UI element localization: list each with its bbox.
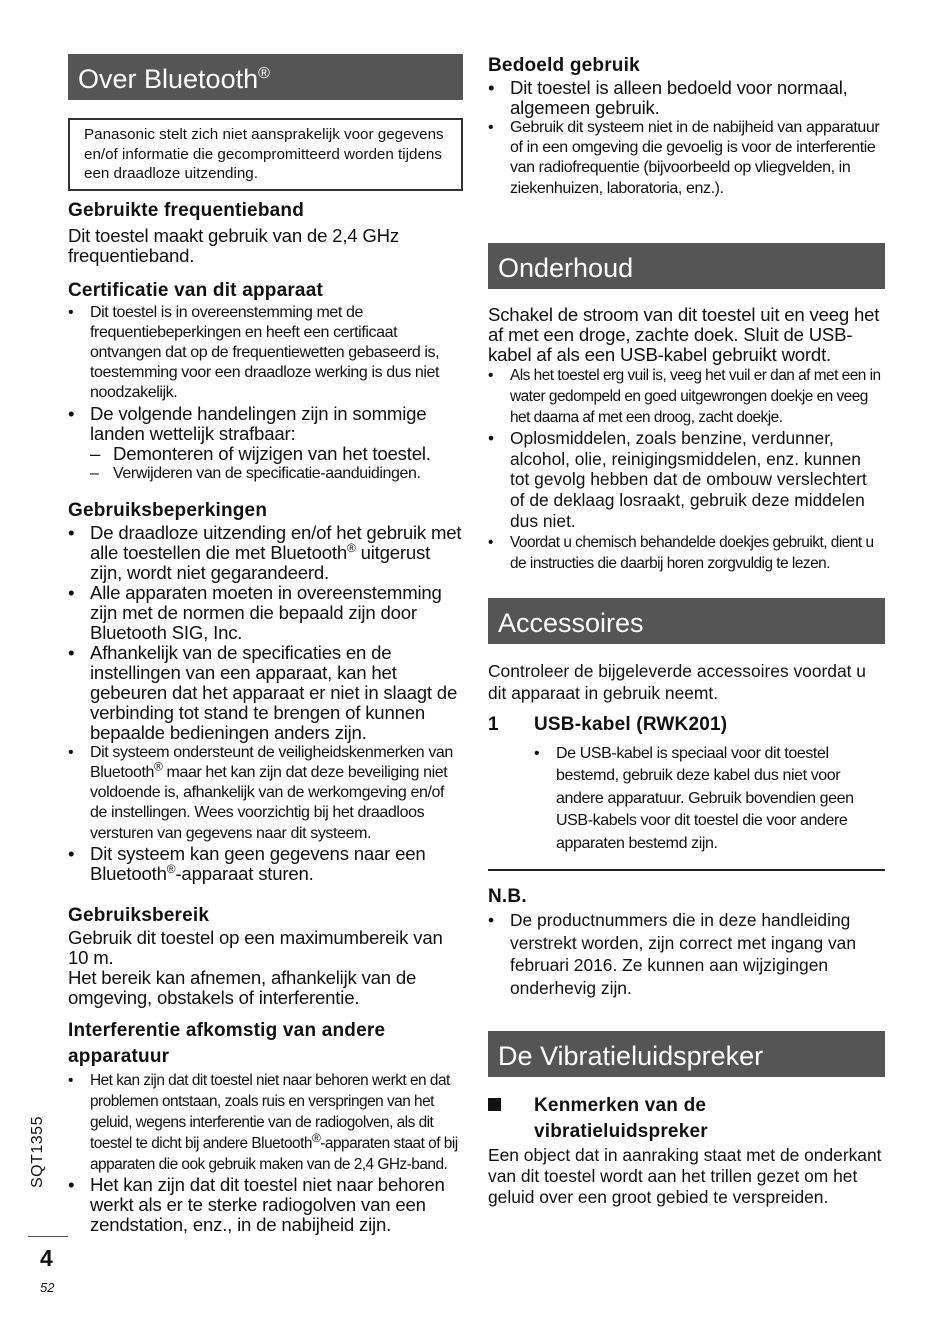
bullet-icon: • bbox=[68, 581, 75, 603]
list-item-text: uitgerust zijn, wordt niet gegarandeerd. bbox=[90, 541, 431, 583]
accessory-number: 1 bbox=[488, 713, 499, 735]
bullet-icon: • bbox=[68, 641, 75, 663]
list-item-text: Verwijderen van de specificatie-aanduidingen. bbox=[113, 464, 421, 482]
list-item-text: Voordat u chemisch behandelde doekjes gebruikt, dient u de instructies die daarbij horen zorgvuldig te lezen. bbox=[510, 533, 874, 572]
bullet-icon: • bbox=[488, 533, 493, 551]
left-column bbox=[68, 54, 463, 1235]
bullet-icon: • bbox=[68, 402, 75, 424]
accessories-text: Controleer de bijgeleverde accessoires voordat u dit apparaat in gebruik neemt. bbox=[488, 660, 866, 703]
divider bbox=[28, 1236, 68, 1237]
list-item-text: Oplosmiddelen, zoals benzine, verdunner, alcohol, olie, reinigingsmiddelen, enz. kunnen tot gevolg hebben dat de ombouw verslechtert of de deklaag losraakt, gebruik deze middelen dus niet. bbox=[510, 427, 867, 531]
list-item-text: Dit systeem kan geen gegevens naar een Bluetooth bbox=[90, 842, 426, 884]
list-item bbox=[488, 909, 885, 999]
bullet-icon: • bbox=[534, 744, 540, 762]
list-item-text: -apparaten staat of bij apparaten die ook gebruik maken van de 2,4 GHz-band. bbox=[90, 1134, 458, 1173]
bullet-icon: • bbox=[488, 366, 493, 384]
list-item-text: Dit toestel is alleen bedoeld voor normaal, algemeen gebruik. bbox=[510, 77, 848, 118]
list-item bbox=[68, 643, 463, 743]
list-item-text: -apparaat sturen. bbox=[175, 862, 314, 884]
heading-restrictions: Gebruiksbeperkingen bbox=[68, 499, 268, 521]
heading-intended-use: Bedoeld gebruik bbox=[488, 55, 640, 76]
divider bbox=[488, 869, 885, 871]
heading-frequency: Gebruikte frequentieband bbox=[68, 199, 305, 221]
registered-mark: ® bbox=[346, 540, 356, 555]
bullet-icon: • bbox=[488, 427, 495, 448]
list-item bbox=[68, 844, 463, 884]
banner-title: Over Bluetooth bbox=[78, 64, 259, 94]
heading-nb: N.B. bbox=[488, 886, 527, 908]
bullet-icon: • bbox=[488, 119, 494, 136]
list-item bbox=[488, 118, 885, 199]
list-item-text: De productnummers die in deze handleiding verstrekt worden, zijn correct met ingang van februari 2016. Ze kunnen aan wijzigingen onderhevig zijn. bbox=[510, 910, 857, 998]
restrictions-list bbox=[68, 523, 463, 884]
bullet-icon: • bbox=[68, 842, 75, 864]
accessory-item bbox=[488, 713, 885, 737]
maintenance-list bbox=[488, 365, 885, 574]
list-item bbox=[68, 743, 463, 844]
maintenance-text: Schakel de stroom van dit toestel uit en veeg het af met een droge, zachte doek. Sluit de USB-kabel af als een USB-kabel gebruikt wordt. bbox=[488, 303, 880, 365]
certification-sublist bbox=[68, 444, 463, 484]
heading-certification: Certificatie van dit apparaat bbox=[68, 279, 323, 301]
bullet-icon: • bbox=[488, 910, 495, 931]
vibration-feature-heading: Kenmerken van de vibratieluidspreker bbox=[534, 1095, 708, 1143]
bullet-icon: • bbox=[488, 77, 495, 98]
dash-icon: – bbox=[90, 442, 101, 464]
registered-mark: ® bbox=[311, 1130, 321, 1145]
list-item bbox=[488, 78, 885, 118]
list-item-text: Het kan zijn dat dit toestel niet naar behoren werkt als er te sterke radiogolven van een zendstation, enz., in de nabijheid zijn. bbox=[90, 1173, 445, 1235]
list-item bbox=[68, 303, 463, 404]
section-banner-accessories: Accessoires bbox=[488, 598, 885, 644]
interference-list bbox=[68, 1070, 463, 1235]
list-item bbox=[488, 365, 885, 428]
section-banner-vibration-speaker: De Vibratieluidspreker bbox=[488, 1031, 885, 1077]
certification-list bbox=[68, 303, 463, 404]
nb-list bbox=[488, 909, 885, 999]
dash-icon: – bbox=[90, 464, 99, 482]
bullet-icon: • bbox=[68, 1071, 73, 1089]
page-number: 4 bbox=[40, 1245, 53, 1271]
bullet-icon: • bbox=[68, 1173, 75, 1195]
bullet-icon: • bbox=[68, 303, 74, 321]
registered-mark: ® bbox=[154, 759, 163, 774]
certification-list-2 bbox=[68, 404, 463, 444]
registered-mark: ® bbox=[166, 861, 176, 876]
heading-interference: Interferentie afkomstig van andere apparatuur bbox=[68, 1019, 386, 1067]
bullet-icon: • bbox=[68, 743, 74, 761]
list-item-text: De draadloze uitzending en/of het gebruik met alle toestellen die met Bluetooth bbox=[90, 521, 462, 563]
accessory-notes bbox=[534, 743, 885, 856]
bullet-icon: • bbox=[68, 521, 75, 543]
intended-use-list bbox=[488, 78, 885, 199]
list-item bbox=[68, 1070, 463, 1175]
right-column bbox=[488, 54, 885, 1208]
list-item bbox=[488, 428, 885, 532]
list-item-text: Gebruik dit systeem niet in de nabijheid van apparatuur of in een omgeving die gevoelig is voor de interferentie van radiofrequentie (bijvoorbeeld op vliegvelden, in ziekenhuizen, laboratoria, enz.). bbox=[510, 119, 880, 197]
heading-range: Gebruiksbereik bbox=[68, 904, 210, 926]
accessory-label: USB-kabel (RWK201) bbox=[534, 713, 728, 735]
range-text-1: Gebruik dit toestel op een maximumbereik van 10 m. bbox=[68, 926, 443, 968]
list-item bbox=[68, 523, 463, 583]
list-item bbox=[68, 444, 463, 464]
list-item-text: Alle apparaten moeten in overeenstemming zijn met de normen die bepaald zijn door Bluetooth SIG, Inc. bbox=[90, 581, 442, 643]
list-item-text: Het kan zijn dat dit toestel niet naar behoren werkt en dat problemen ontstaan, zoals ruis en verspringen van het geluid, wegens interferentie van de radiogolven, als dit toestel te dicht bij andere Bluetooth bbox=[90, 1071, 450, 1152]
disclaimer-box bbox=[68, 118, 463, 191]
list-item bbox=[534, 743, 885, 856]
list-item bbox=[488, 532, 885, 574]
document-code: SQT1355 bbox=[29, 1116, 46, 1188]
list-item-text: Afhankelijk van de specificaties en de instellingen van een apparaat, kan het gebeuren dat het apparaat er niet in slaagt de verbinding tot stand te brengen of kunnen bepaalde bedieningen anders zijn. bbox=[90, 641, 458, 743]
range-text-2: Het bereik kan afnemen, afhankelijk van de omgeving, obstakels of interferentie. bbox=[68, 966, 417, 1008]
list-item-text: Dit toestel is in overeenstemming met de frequentiebeperkingen en heeft een certificaat ontvangen dat op de frequentiewetten gebaseerd is, toestemming voor een draadloze werking is dus niet noodzakelijk. bbox=[90, 303, 440, 402]
disclaimer-text: Panasonic stelt zich niet aansprakelijk voor gegevens en/of informatie die gecompromitteerd worden tijdens een draadloze uitzending. bbox=[84, 126, 444, 182]
section-banner-bluetooth bbox=[68, 54, 463, 100]
list-item-text: Dit systeem ondersteunt de veiligheidskenmerken van Bluetooth bbox=[90, 743, 453, 781]
registered-mark: ® bbox=[258, 65, 270, 82]
vibration-sub-heading bbox=[488, 1093, 885, 1145]
list-item-text: Als het toestel erg vuil is, veeg het vuil er dan af met een in water gedompeld en goed uitgewrongen doekje en veeg het daarna af met een droog, zacht doekje. bbox=[510, 366, 881, 426]
list-item bbox=[68, 464, 463, 484]
list-item bbox=[68, 404, 463, 444]
list-item-text: De USB-kabel is speciaal voor dit toestel bestemd, gebruik deze kabel dus niet voor andere apparatuur. Gebruik bovendien geen USB-kabels voor dit toestel die voor andere apparaten bestemd zijn. bbox=[556, 744, 854, 852]
list-item bbox=[68, 1175, 463, 1235]
list-item-text: De volgende handelingen zijn in sommige landen wettelijk strafbaar: bbox=[90, 402, 427, 444]
section-banner-maintenance: Onderhoud bbox=[488, 243, 885, 289]
square-bullet-icon bbox=[488, 1093, 534, 1145]
vibration-text: Een object dat in aanraking staat met de onderkant van dit toestel wordt aan het trillen gezet om het geluid over een groot gebied te verspreiden. bbox=[488, 1145, 882, 1207]
page-sub-number: 52 bbox=[40, 1280, 55, 1295]
list-item-text: Demonteren of wijzigen van het toestel. bbox=[113, 442, 431, 464]
list-item bbox=[68, 583, 463, 643]
frequency-text: Dit toestel maakt gebruik van de 2,4 GHz frequentieband. bbox=[68, 224, 399, 266]
list-item-text: maar het kan zijn dat deze beveiliging niet voldoende is, afhankelijk van de werkomgeving en/of de instellingen. Wees voorzichtig bij het draadloos versturen van gegevens naar dit systeem. bbox=[90, 763, 448, 842]
